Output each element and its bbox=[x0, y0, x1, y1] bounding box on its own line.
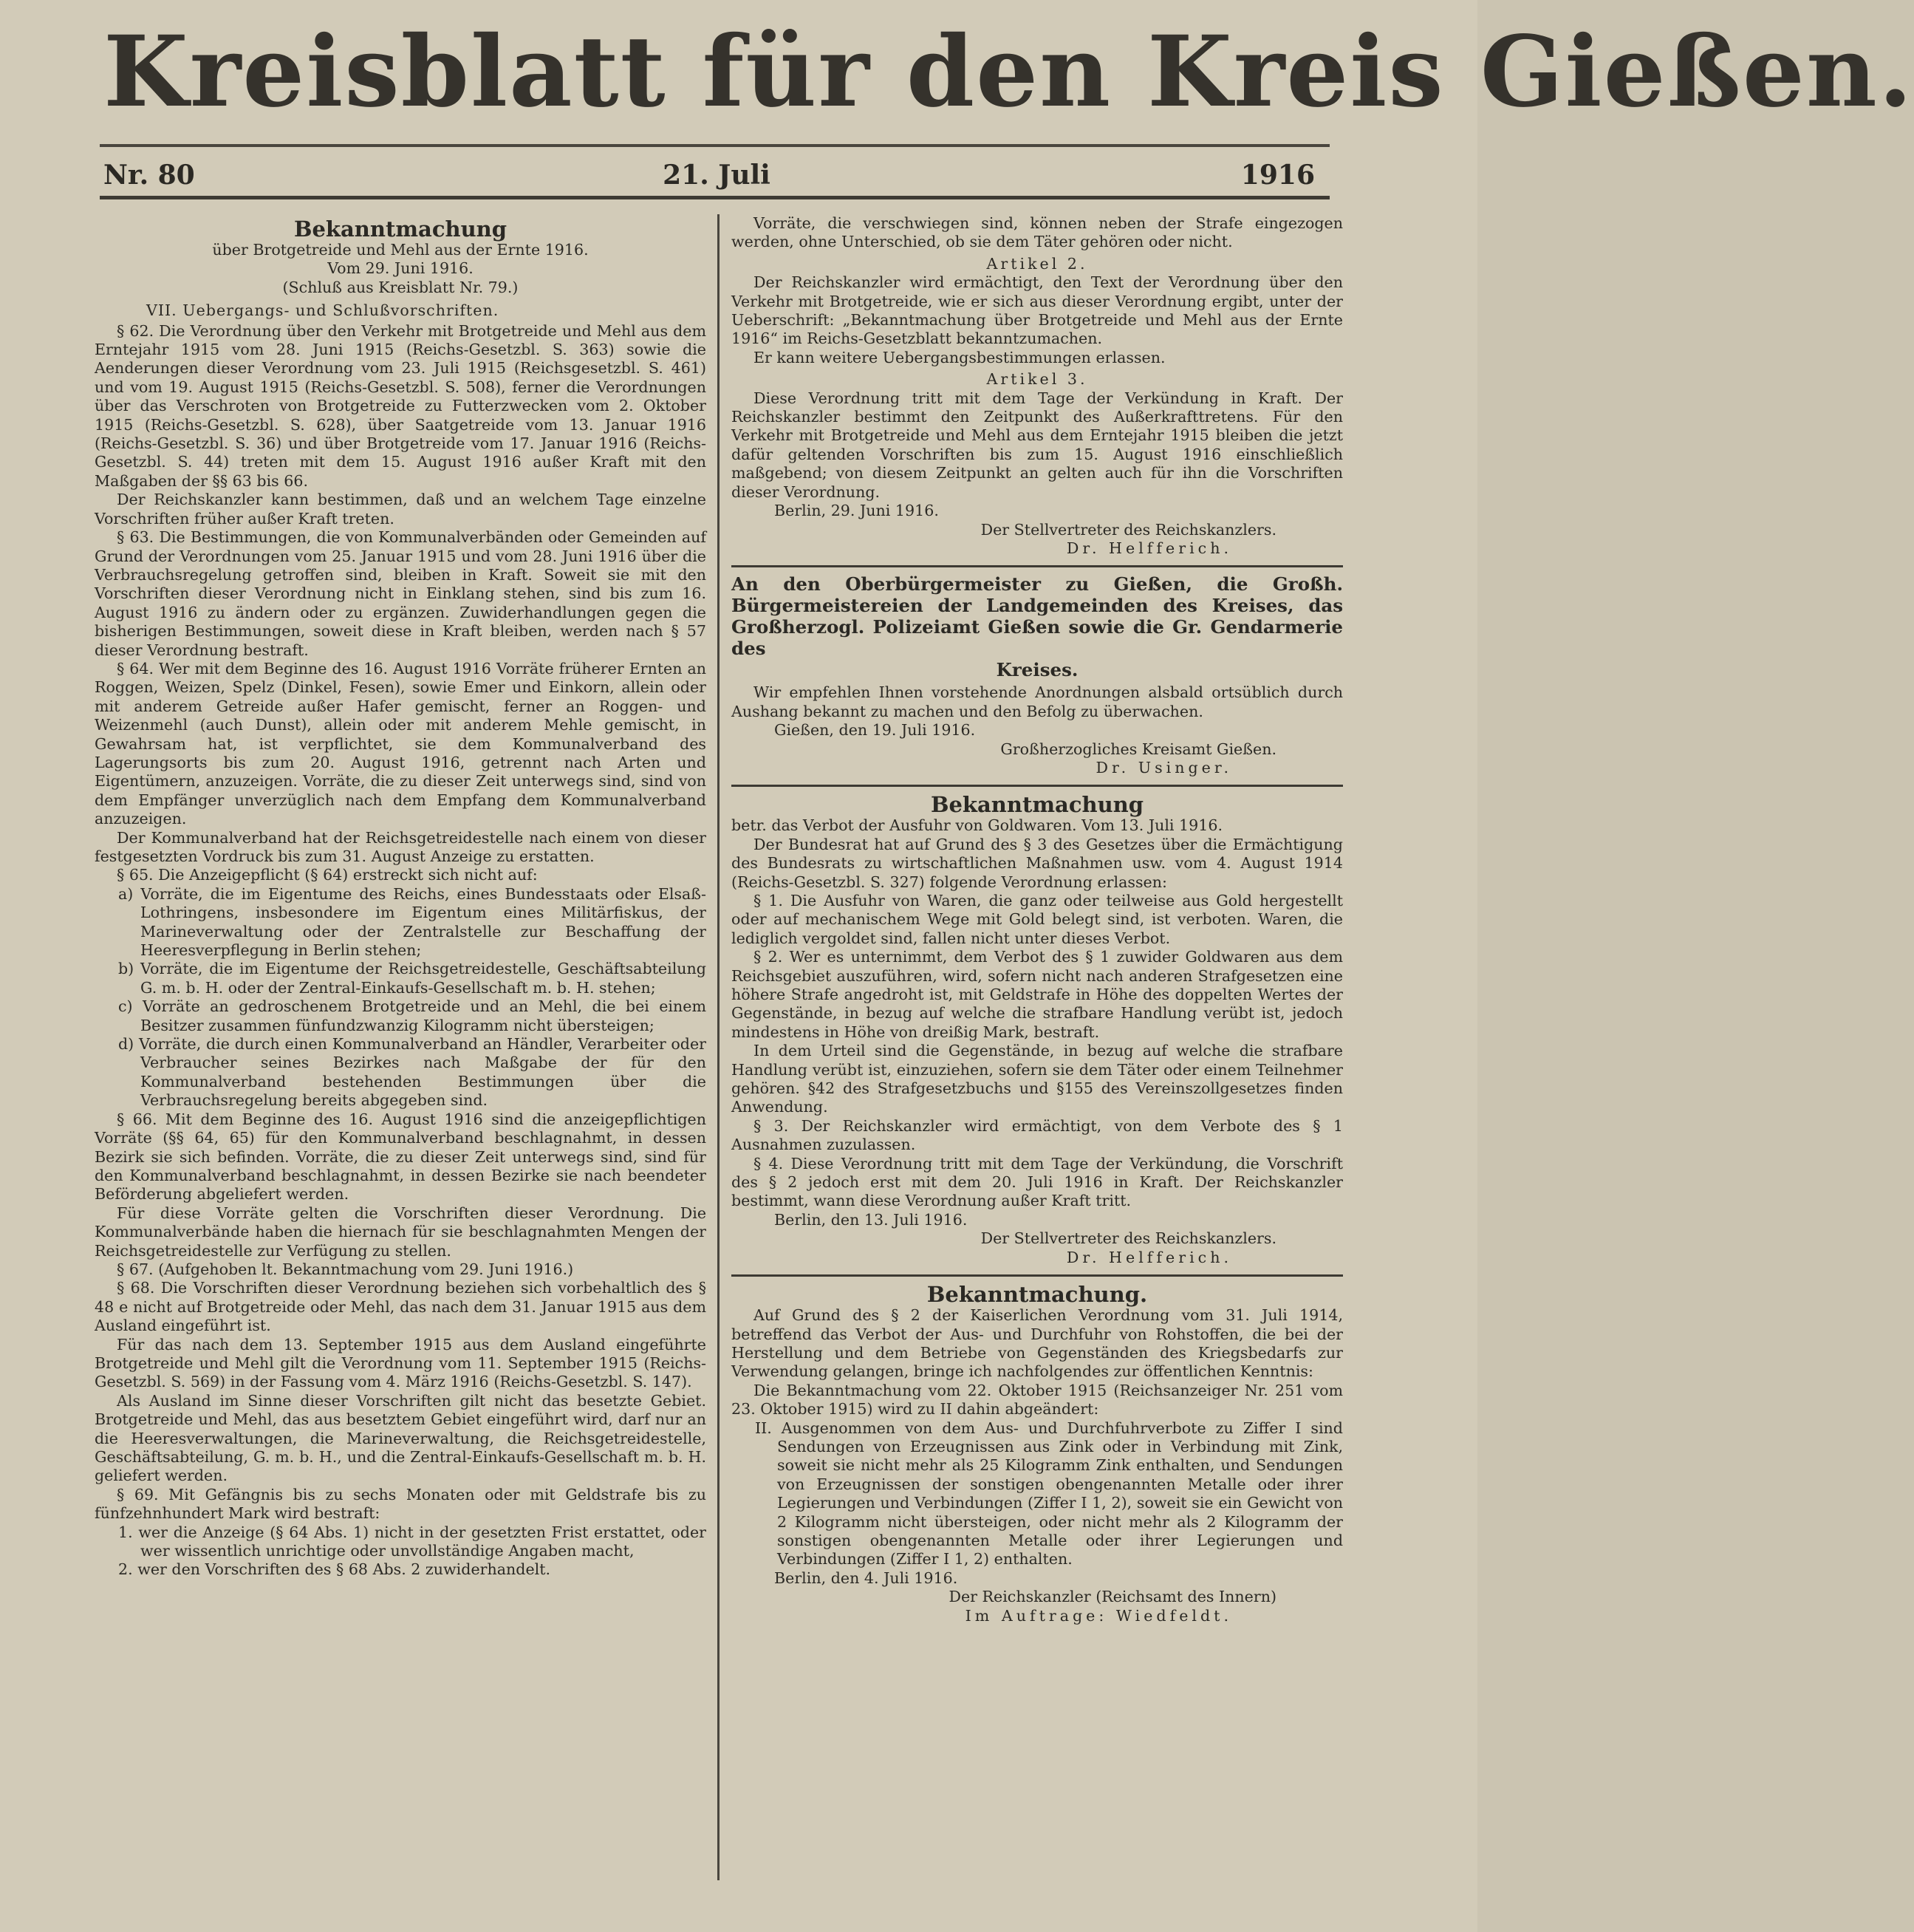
article-title: Artikel 2. bbox=[986, 254, 1088, 273]
masthead-title: Kreisblatt für den Kreis Gießen. bbox=[103, 15, 1914, 129]
paragraph: Der Reichskanzler wird ermächtigt, den Text der Verordnung über den Verkehr mit Brotgetreide, wie er sich aus dieser Verordnung ergibt, unter der Ueberschrift: „Bekanntmachung über Brotgetreide und Mehl aus der Ernte 1916“ im Reichs-Gesetzblatt bekanntzumachen. bbox=[731, 273, 1343, 348]
list-item: a) Vorräte, die im Eigentume des Reichs, eines Bundesstaats oder Elsaß-Lothringens, insbesondere im Eigentum eines Militärfiskus, der Marineverwaltung oder der Zentralstelle zur Beschaffung der Heeresverpflegung in Berlin stehen; bbox=[118, 884, 706, 960]
paragraph: Der Reichskanzler kann bestimmen, daß und an welchem Tage einzelne Vorschriften früher außer Kraft treten. bbox=[95, 491, 706, 528]
section-separator bbox=[731, 1274, 1343, 1277]
signature-role: Der Stellvertreter des Reichskanzlers. bbox=[980, 1229, 1276, 1248]
notice-heading: Bekanntmachung. bbox=[926, 1282, 1148, 1308]
section-separator bbox=[731, 785, 1343, 787]
list-item: 2. wer den Vorschriften des § 68 Abs. 2 zuwiderhandelt. bbox=[118, 1560, 551, 1579]
address-heading bbox=[731, 573, 1343, 680]
signature-name: Dr. Helfferich. bbox=[1066, 1248, 1232, 1266]
issue-date: 21. Juli bbox=[663, 160, 770, 191]
paragraph: § 3. Der Reichskanzler wird ermächtigt, von dem Verbote des § 1 Ausnahmen zuzulassen. bbox=[731, 1116, 1343, 1154]
section-separator bbox=[731, 565, 1343, 567]
masthead-rule bbox=[100, 144, 1330, 147]
issue-number: Nr. 80 bbox=[103, 160, 195, 191]
paragraph: Der Bundesrat hat auf Grund des § 3 des Gesetzes über die Ermächtigung des Bundesrats zu wirtschaftlichen Maßnahmen usw. vom 4. August 1914 (Reichs-Gesetzbl. S. 327) folgende Verordnung erlassen: bbox=[731, 835, 1343, 891]
paragraph: § 69. Mit Gefängnis bis zu sechs Monaten oder mit Geldstrafe bis zu fünfzehnhundert Mark wird bestraft: bbox=[95, 1485, 706, 1523]
notice-date: Vom 29. Juni 1916. bbox=[327, 259, 474, 278]
notice-heading: Bekanntmachung bbox=[293, 216, 507, 242]
list-item: d) Vorräte, die durch einen Kommunalverband an Händler, Verarbeiter oder Verbraucher seines Bezirkes nach Maßgabe der für den Kommunalverband bestehenden Bestimmungen über die Verbrauchsregelung bereits abgegeben sind. bbox=[118, 1035, 706, 1110]
signature-place: Berlin, 29. Juni 1916. bbox=[774, 502, 939, 520]
paragraph: § 63. Die Bestimmungen, die von Kommunalverbänden oder Gemeinden auf Grund der Verordnungen vom 25. Januar 1915 und vom 28. Juni 1916 über die Verbrauchsregelung getroffen sind, bleiben in Kraft. Soweit sie mit den Vorschriften dieser Verordnung nicht in Einklang stehen, sind bis zum 16. August 1916 zu ändern oder zu ergänzen. Zuwiderhandlungen gegen die bisherigen Bestimmungen, soweit diese in Kraft bleiben, werden nach § 57 dieser Verordnung bestraft. bbox=[95, 528, 706, 659]
notice-note: (Schluß aus Kreisblatt Nr. 79.) bbox=[282, 278, 519, 296]
paragraph: § 2. Wer es unternimmt, dem Verbot des § 1 zuwider Goldwaren aus dem Reichsgebiet auszuführen, wird, sofern nicht nach anderen Strafgesetzen eine höhere Strafe angedroht ist, mit Geldstrafe in Höhe des doppelten Wertes der Gegenstände, in bezug auf welche die strafbare Handlung verübt ist, jedoch mindestens in Höhe von dreißig Mark, bestraft. bbox=[731, 948, 1343, 1041]
paragraph: § 67. (Aufgehoben lt. Bekanntmachung vom 29. Juni 1916.) bbox=[117, 1260, 574, 1278]
address-main: An den Oberbürgermeister zu Gießen, die Großh. Bürgermeistereien der Landgemeinden des Kreises, das Großherzogl. Polizeiamt Gießen sowie die Gr. Gendarmerie des bbox=[731, 573, 1343, 660]
dateline-rule bbox=[100, 196, 1330, 199]
notice-subtitle: betr. das Verbot der Ausfuhr von Goldwaren. Vom 13. Juli 1916. bbox=[731, 816, 1223, 835]
signature-place: Berlin, den 13. Juli 1916. bbox=[774, 1210, 968, 1229]
left-column bbox=[95, 214, 706, 1580]
paragraph: Als Ausland im Sinne dieser Vorschriften gilt nicht das besetzte Gebiet. Brotgetreide und Mehl, das aus besetztem Gebiet eingeführt wird, darf nur an die Heeresverwaltungen, die Marineverwaltung, die Reichsgetreidestelle, Geschäftsabteilung, G. m. b. H., und die Zentral-Einkaufs-Gesellschaft m. b. H. geliefert werden. bbox=[95, 1391, 706, 1485]
address-last: Kreises. bbox=[996, 659, 1079, 681]
signature-place: Gießen, den 19. Juli 1916. bbox=[774, 721, 976, 740]
paragraph: Er kann weitere Uebergangsbestimmungen erlassen. bbox=[753, 348, 1166, 366]
paragraph: Auf Grund des § 2 der Kaiserlichen Verordnung vom 31. Juli 1914, betreffend das Verbot der Aus- und Durchfuhr von Rohstoffen, die bei der Herstellung und dem Betriebe von Gegenständen des Kriegsbedarfs zur Verwendung gelangen, bringe ich nachfolgendes zur öffentlichen Kenntnis: bbox=[731, 1306, 1343, 1381]
dateline bbox=[103, 157, 1330, 194]
paragraph: § 66. Mit dem Beginne des 16. August 1916 sind die anzeigepflichtigen Vorräte (§§ 64, 65) für den Kommunalverband beschlagnahmt, in dessen Bezirk sie sich befinden. Vorräte, die zu dieser Zeit unterwegs sind, sind für den Kommunalverband beschlagnahmt, in dessen Bezirke sie nach beendeter Beförderung abgeliefert werden. bbox=[95, 1110, 706, 1204]
paragraph: Für das nach dem 13. September 1915 aus dem Ausland eingeführte Brotgetreide und Mehl gilt die Verordnung vom 11. September 1915 (Reichs-Gesetzbl. S. 569) in der Fassung vom 4. März 1916 (Reichs-Gesetzbl. S. 147). bbox=[95, 1335, 706, 1391]
signature-name: Dr. Helfferich. bbox=[1066, 539, 1232, 557]
list-item: II. Ausgenommen von dem Aus- und Durchfuhrverbote zu Ziffer I sind Sendungen von Erzeugnissen aus Zink oder in Verbindung mit Zink, soweit sie nicht mehr als 25 Kilogramm Zink enthalten, und Sendungen von Erzeugnissen der sonstigen obengenannten Metalle oder ihrer Legierungen und Verbindungen (Ziffer I 1, 2), soweit sie ein Gewicht von 2 Kilogramm nicht übersteigen, oder nicht mehr als 2 Kilogramm der sonstigen obengenannten Metalle oder ihrer Legierungen und Verbindungen (Ziffer I 1, 2) enthalten. bbox=[755, 1419, 1343, 1569]
signature-role: Der Stellvertreter des Reichskanzlers. bbox=[980, 520, 1276, 539]
notice-heading: Bekanntmachung bbox=[930, 792, 1144, 818]
paragraph: § 68. Die Vorschriften dieser Verordnung beziehen sich vorbehaltlich des § 48 e nicht auf Brotgetreide oder Mehl, das nach dem 31. Januar 1915 aus dem Ausland eingeführt ist. bbox=[95, 1279, 706, 1335]
signature-role: Der Reichskanzler (Reichsamt des Innern) bbox=[949, 1588, 1276, 1606]
paragraph: § 1. Die Ausfuhr von Waren, die ganz oder teilweise aus Gold hergestellt oder auf mechanischem Wege mit Gold belegt sind, ist verboten. Waren, die lediglich vergoldet sind, fallen nicht unter dieses Verbot. bbox=[731, 891, 1343, 947]
list-item: 1. wer die Anzeige (§ 64 Abs. 1) nicht in der gesetzten Frist erstattet, oder wer wissentlich unrichtige oder unvollständige Angaben macht, bbox=[118, 1523, 706, 1560]
right-column bbox=[731, 214, 1343, 1625]
column-divider bbox=[717, 214, 720, 1880]
paragraph: Vorräte, die verschwiegen sind, können neben der Strafe eingezogen werden, ohne Unterschied, ob sie dem Täter gehören oder nicht. bbox=[731, 214, 1343, 251]
signature-office: Großherzogliches Kreisamt Gießen. bbox=[1000, 740, 1276, 758]
signature-name: Dr. Usinger. bbox=[1096, 758, 1232, 776]
notice-subtitle: über Brotgetreide und Mehl aus der Ernte 1916. bbox=[212, 241, 589, 259]
section-title: VII. Uebergangs- und Schlußvorschriften. bbox=[146, 301, 499, 320]
paragraph: Der Kommunalverband hat der Reichsgetreidestelle nach einem von dieser festgesetzten Vordruck bis zum 31. August Anzeige zu erstatten. bbox=[95, 828, 706, 865]
paragraph: § 65. Die Anzeigepflicht (§ 64) erstreckt sich nicht auf: bbox=[117, 866, 538, 884]
paragraph: Diese Verordnung tritt mit dem Tage der Verkündung in Kraft. Der Reichskanzler bestimmt den Zeitpunkt des Außerkrafttretens. Für den Verkehr mit Brotgetreide und Mehl aus dem Erntejahr 1915 bleiben die jetzt dafür geltenden Vorschriften bis zum 15. August 1916 einschließlich maßgebend; von diesem Zeitpunkt an gelten auch für ihn die Vorschriften dieser Verordnung. bbox=[731, 389, 1343, 501]
paragraph: § 4. Diese Verordnung tritt mit dem Tage der Verkündung, die Vorschrift des § 2 jedoch erst mit dem 20. Juli 1916 in Kraft. Der Reichskanzler bestimmt, wann diese Verordnung außer Kraft tritt. bbox=[731, 1154, 1343, 1210]
paragraph: Die Bekanntmachung vom 22. Oktober 1915 (Reichsanzeiger Nr. 251 vom 23. Oktober 1915) wird zu II dahin abgeändert: bbox=[731, 1381, 1343, 1419]
list-item: c) Vorräte an gedroschenem Brotgetreide und an Mehl, die bei einem Besitzer zusammen fünfundzwanzig Kilogramm nicht übersteigen; bbox=[118, 997, 706, 1034]
list-item: b) Vorräte, die im Eigentume der Reichsgetreidestelle, Geschäftsabteilung G. m. b. H. oder der Zentral-Einkaufs-Gesellschaft m. b. H. stehen; bbox=[118, 960, 706, 997]
article-title: Artikel 3. bbox=[986, 370, 1088, 389]
signature-place: Berlin, den 4. Juli 1916. bbox=[774, 1569, 958, 1587]
paragraph: Für diese Vorräte gelten die Vorschriften dieser Verordnung. Die Kommunalverbände haben die hiernach für sie beschlagnahmten Mengen der Reichsgetreidestelle zur Verfügung zu stellen. bbox=[95, 1204, 706, 1260]
signature-name: Im Auftrage: Wiedfeldt. bbox=[965, 1606, 1232, 1625]
paragraph: Wir empfehlen Ihnen vorstehende Anordnungen alsbald ortsüblich durch Aushang bekannt zu machen und den Befolg zu überwachen. bbox=[731, 683, 1343, 720]
issue-year: 1916 bbox=[1240, 160, 1315, 191]
paragraph: § 64. Wer mit dem Beginne des 16. August 1916 Vorräte früherer Ernten an Roggen, Weizen, Spelz (Dinkel, Fesen), sowie Emer und Einkorn, allein oder mit anderem Getreide außer Hafer gemischt, ferner an Roggen- und Weizenmehl (auch Dunst), allein oder mit anderem Mehle gemischt, in Gewahrsam hat, ist verpflichtet, sie dem Kommunalverband des Lagerungsorts bis zum 20. August 1916, getrennt nach Arten und Eigentümern, anzuzeigen. Vorräte, die zu dieser Zeit unterwegs sind, sind von dem Empfänger unverzüglich nach dem Empfang dem Kommunalverband anzuzeigen. bbox=[95, 659, 706, 828]
paragraph: § 62. Die Verordnung über den Verkehr mit Brotgetreide und Mehl aus dem Erntejahr 1915 vom 28. Juni 1915 (Reichs-Gesetzbl. S. 363) sowie die Aenderungen dieser Verordnung vom 23. Juli 1915 (Reichsgesetzbl. S. 461) und vom 19. August 1915 (Reichs-Gesetzbl. S. 508), ferner die Verordnungen über das Verschroten von Brotgetreide zu Futterzwecken vom 2. Oktober 1915 (Reichs-Gesetzbl. S. 628), über Saatgetreide vom 13. Januar 1916 (Reichs-Gesetzbl. S. 36) und über Brotgetreide vom 17. Januar 1916 (Reichs-Gesetzbl. S. 44) treten mit dem 15. August 1916 außer Kraft mit den Maßgaben der §§ 63 bis 66. bbox=[95, 321, 706, 490]
paragraph: In dem Urteil sind die Gegenstände, in bezug auf welche die strafbare Handlung verübt ist, einzuziehen, sofern sie dem Täter oder einem Teilnehmer gehören. §42 des Strafgesetzbuchs und §155 des Vereinszollgesetzes finden Anwendung. bbox=[731, 1042, 1343, 1116]
